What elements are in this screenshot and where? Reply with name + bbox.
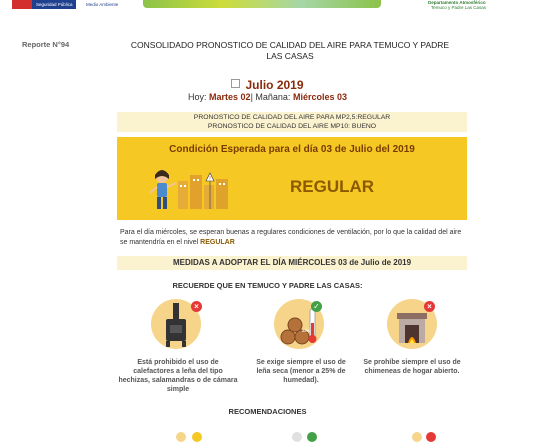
measures-title: MEDIDAS A ADOPTAR EL DÍA MIÉRCOLES 03 de Julio de 2019 (117, 256, 467, 270)
dates-line (0, 92, 535, 102)
tomorrow-value: Miércoles 03 (292, 92, 347, 102)
humidity-label: 25% (302, 328, 311, 333)
recommendation-icon (412, 432, 422, 442)
right-logo-line2: Temuco y Padre Las Casas (431, 5, 487, 10)
calendar-icon (231, 79, 240, 88)
forecast-mp10: PRONOSTICO DE CALIDAD DEL AIRE MP10: BUENO (207, 122, 377, 130)
report-number: Reporte N°94 (22, 40, 70, 49)
recommendation-icon (292, 432, 302, 442)
tomorrow-label: | Mañana: (250, 92, 291, 102)
forecast-paragraph (120, 228, 465, 248)
right-logo-line1: Departamento Atmosférico (428, 0, 486, 5)
svg-text:!: ! (208, 176, 212, 182)
forecast-box (117, 112, 467, 132)
allowed-badge-icon: ✓ (311, 301, 322, 312)
forecast-mp25: PRONOSTICO DE CALIDAD DEL AIRE PARA MP2,5:REGULAR (193, 114, 391, 121)
month-label: Julio 2019 (245, 78, 304, 92)
today-value: Martes 02 (209, 92, 251, 102)
prohibited-badge-icon: × (424, 301, 435, 312)
prohibited-badge-icon: × (191, 301, 202, 312)
recommendation-icon (426, 432, 436, 442)
recommendation-icon (176, 432, 186, 442)
recommendations-heading: RECOMENDACIONES (228, 407, 307, 416)
report-title: CONSOLIDADO PRONOSTICO DE CALIDAD DEL AIRE PARA TEMUCO Y PADRE LAS CASAS (130, 40, 450, 61)
header-tag-seguridad: Seguridad Pública (36, 2, 73, 7)
paragraph-level: REGULAR (200, 239, 235, 246)
paragraph-text: Para el día miércoles, se esperan buenas a regulares condiciones de ventilación, por lo que la calidad del aire se mantendría en el nivel (120, 229, 462, 246)
remember-heading: RECUERDE QUE EN TEMUCO Y PADRE LAS CASAS: (172, 281, 363, 290)
condition-title: Condición Esperada para el día 03 de Julio del 2019 (169, 144, 415, 155)
measure-caption-2: Se exige siempre el uso de leña seca (menor a 25% de humedad). (256, 359, 346, 384)
measure-caption-1: Está prohibido el uso de calefactores a leña del tipo hechizas, salamandras o de cámara simple (118, 359, 238, 393)
header-banner (143, 0, 381, 8)
condition-level: REGULAR (290, 177, 375, 196)
recommendation-icon (192, 432, 202, 442)
recommendation-icon (307, 432, 317, 442)
city-girl-illustration-icon (148, 163, 236, 213)
month-heading (0, 78, 535, 92)
today-label: Hoy: (188, 92, 207, 102)
header-tag-medio-ambiente: Medio Ambiente (86, 2, 119, 7)
measure-caption-3: Se prohíbe siempre el uso de chimeneas de hogar abierto. (363, 359, 461, 375)
